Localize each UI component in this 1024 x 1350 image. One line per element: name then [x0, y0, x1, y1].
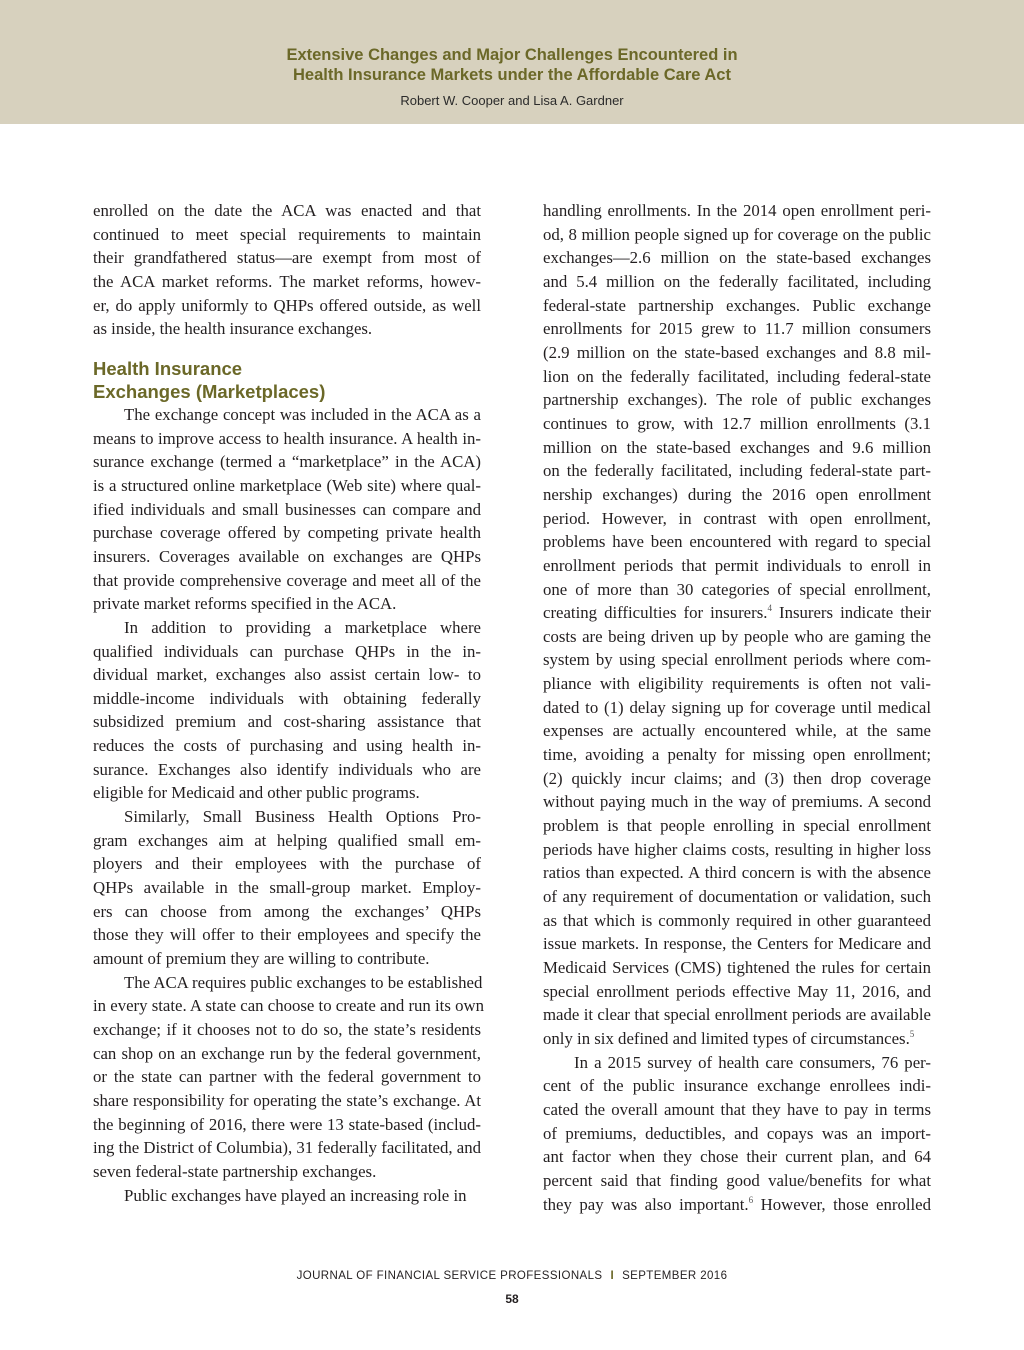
text-line: seven federal-state partnership exchanges.	[93, 1161, 377, 1181]
text-line: continued to meet special requirements to maintain	[93, 224, 481, 244]
text-line: in every state. A state can choose to create and run its own	[93, 996, 484, 1016]
text-line: handling enrollments. In the 2014 open enrollment peri-	[543, 201, 931, 220]
text-line: ployers and their employees with the purchase of	[93, 854, 481, 874]
text-line: periods have higher claims costs, resulting in higher loss	[543, 839, 931, 859]
running-header	[0, 0, 1024, 124]
text-line: In a 2015 survey of health care consumers, 76 per-	[574, 1052, 931, 1072]
text-line: time, avoiding a penalty for missing open enrollment;	[543, 745, 931, 765]
paragraph	[93, 971, 484, 1184]
text-line: cated the overall amount that they have to pay in terms	[543, 1099, 931, 1119]
text-line: as that which is commonly required in other guaranteed	[543, 910, 931, 930]
text-line: eligible for Medicaid and other public programs.	[93, 783, 420, 803]
text-line: In addition to providing a marketplace where	[124, 617, 481, 637]
text-line: middle-income individuals with obtaining federally	[93, 688, 481, 708]
issue-date: SEPTEMBER 2016	[622, 1270, 728, 1282]
text-line: od, 8 million people signed up for coverage on the public	[543, 224, 931, 244]
text-line: QHPs available in the small-group market. Employ-	[93, 878, 481, 898]
paragraph	[543, 199, 931, 601]
intro-paragraph	[93, 199, 481, 341]
journal-name: JOURNAL OF FINANCIAL SERVICE PROFESSIONALS	[296, 1270, 603, 1282]
page-number: 58	[505, 1292, 519, 1306]
article-title	[0, 45, 1024, 85]
paragraph	[93, 1184, 481, 1208]
text-line: Public exchanges have played an increasing role in	[124, 1185, 467, 1205]
text-line: and 5.4 million on the federally facilitated, including	[543, 271, 931, 291]
text-line: creating difficulties for insurers.$^4$ Insurers indicate their	[543, 603, 931, 623]
text-line: ers can choose from among the exchanges’ QHPs	[93, 901, 481, 921]
text-line: (2.9 million on the state-based exchanges and 8.8 mil-	[543, 342, 931, 362]
text-line: (2) quickly incur claims; and (3) then drop coverage	[543, 768, 931, 788]
text-line: enrolled on the date the ACA was enacted and that	[93, 201, 481, 220]
section-heading-line: Health Insurance	[93, 357, 243, 379]
text-line: problems have been encountered with regard to special	[543, 532, 931, 552]
text-line: on the federally facilitated, including federal-state part-	[543, 461, 931, 481]
article-title-line: Health Insurance Markets under the Affordable Care Act	[293, 66, 731, 84]
text-line: lion on the federally facilitated, including federal-state	[543, 366, 931, 386]
text-line: million on the state-based exchanges and 9.6 million	[543, 437, 931, 457]
text-line: can shop on an exchange run by the federal government,	[93, 1043, 481, 1063]
text-line: special enrollment periods effective May 11, 2016, and	[543, 981, 931, 1001]
text-line: nership exchanges) during the 2016 open enrollment	[543, 484, 931, 504]
text-line: or the state can partner with the federal government to	[93, 1067, 481, 1087]
footnote-ref[interactable]: 6	[748, 1194, 754, 1205]
section-heading	[93, 357, 481, 403]
text-line: without paying much in the way of premiums. A second	[543, 792, 931, 812]
text-line: the ACA market reforms. The market reforms, howev-	[93, 271, 481, 291]
text-line: gram exchanges aim at helping qualified small em-	[93, 830, 481, 850]
text-line: the beginning of 2016, there were 13 state-based (includ-	[93, 1114, 481, 1134]
text-line: as inside, the health insurance exchanges.	[93, 319, 373, 339]
left-column	[93, 199, 484, 1207]
text-line: ratios than expected. A third concern is with the absence	[543, 863, 931, 883]
text-line: federal-state partnership exchanges. Public exchange	[543, 295, 931, 315]
text-line: enrollment periods that permit individuals to enroll in	[543, 555, 931, 575]
journal-footer	[0, 1270, 1024, 1282]
text-line: exchanges—2.6 million on the state-based exchanges	[543, 248, 931, 268]
text-line: one of more than 30 categories of special enrollment,	[543, 579, 931, 599]
text-line: continues to grow, with 12.7 million enrollments (3.1	[543, 413, 931, 433]
text-line: expenses are actually encountered while, at the same	[543, 721, 931, 741]
text-line: means to improve access to health insurance. A health in-	[93, 428, 481, 448]
text-line: Similarly, Small Business Health Options Pro-	[124, 807, 481, 827]
text-line: surance exchange (termed a “marketplace” in the ACA)	[93, 452, 481, 472]
paragraph	[543, 625, 931, 1027]
paragraph	[543, 1051, 931, 1193]
text-line: The exchange concept was included in the ACA as a	[124, 404, 481, 424]
text-line: pliance with eligibility requirements is often not vali-	[543, 674, 931, 694]
text-line: they pay was also important.$^6$ However, those enrolled	[543, 1194, 931, 1214]
text-line: their grandfathered status—are exempt from most of	[93, 248, 481, 268]
paragraph	[93, 403, 481, 616]
text-line: ant factor when they chose their current plan, and 64	[543, 1147, 931, 1167]
footer-separator: I	[610, 1270, 615, 1282]
text-line: dividual market, exchanges also assist certain low- to	[93, 665, 481, 685]
article-authors: Robert W. Cooper and Lisa A. Gardner	[400, 93, 624, 108]
text-line: those they will offer to their employees and specify the	[93, 925, 481, 945]
text-line: period. However, in contrast with open enrollment,	[543, 508, 931, 528]
section-body	[93, 403, 484, 1207]
text-line: of any requirement of documentation or validation, such	[543, 887, 931, 907]
text-line: that provide comprehensive coverage and meet all of the	[93, 570, 481, 590]
text-line: Medicaid Services (CMS) tightened the rules for certain	[543, 958, 931, 977]
text-line: ing the District of Columbia), 31 federally facilitated, and	[93, 1138, 481, 1158]
text-line: exchange; if it chooses not to do so, the state’s residents	[93, 1020, 481, 1039]
section-heading-line: Exchanges (Marketplaces)	[93, 380, 326, 402]
text-line: surance. Exchanges also identify individuals who are	[93, 759, 481, 779]
text-line: ified individuals and small businesses can compare and	[93, 499, 481, 519]
text-line: insurers. Coverages available on exchanges are QHPs	[93, 546, 481, 566]
text-line: reduces the costs of purchasing and using health in-	[93, 736, 481, 756]
text-line: problem is that people enrolling in special enrollment	[543, 816, 931, 836]
text-line: made it clear that special enrollment periods are available	[543, 1005, 931, 1025]
text-line: issue markets. In response, the Centers for Medicare and	[543, 934, 931, 954]
text-line: er, do apply uniformly to QHPs offered outside, as well	[93, 295, 481, 315]
text-line: amount of premium they are willing to contribute.	[93, 949, 430, 969]
article-title-line: Extensive Changes and Major Challenges Encountered in	[286, 46, 738, 64]
paragraph	[93, 616, 481, 805]
text-line: qualified individuals can purchase QHPs in the in-	[93, 641, 481, 661]
text-line: is a structured online marketplace (Web site) where qual-	[93, 475, 481, 495]
text-line: dated to (1) delay signing up for coverage until medical	[543, 697, 931, 717]
text-line: only in six defined and limited types of circumstances.$^5$	[543, 1028, 915, 1048]
footnote-ref[interactable]: 5	[909, 1028, 915, 1039]
text-line: purchase coverage offered by competing private health	[93, 523, 481, 543]
text-line: enrollments for 2015 grew to 11.7 million consumers	[543, 319, 931, 339]
text-line: system by using special enrollment periods where com-	[543, 650, 931, 670]
paragraph	[93, 805, 481, 971]
text-line: cent of the public insurance exchange enrollees indi-	[543, 1076, 931, 1096]
text-line: partnership exchanges). The role of public exchanges	[543, 390, 931, 410]
right-column	[543, 199, 931, 1216]
text-line: share responsibility for operating the state’s exchange. At	[93, 1090, 481, 1110]
text-line: of premiums, deductibles, and copays was an import-	[543, 1123, 931, 1143]
text-line: subsidized premium and cost-sharing assistance that	[93, 712, 481, 732]
text-line: costs are being driven up by people who are gaming the	[543, 626, 931, 646]
footnote-ref[interactable]: 4	[767, 603, 772, 614]
text-line: percent said that finding good value/benefits for what	[543, 1170, 931, 1190]
text-line: The ACA requires public exchanges to be established	[124, 972, 483, 992]
text-line: private market reforms specified in the ACA.	[93, 594, 397, 614]
